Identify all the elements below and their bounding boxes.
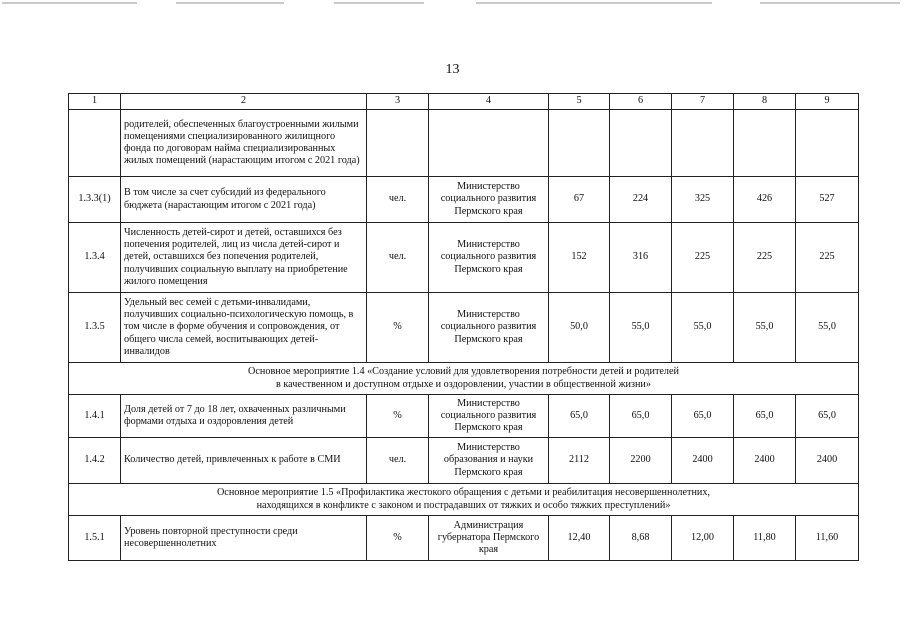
unit: % [367, 516, 429, 561]
page-number: 13 [445, 62, 460, 77]
table-row [69, 516, 859, 561]
value-cell: 152 [549, 223, 610, 293]
column-header: 2 [121, 94, 367, 110]
table-row [69, 438, 859, 484]
value-cell [796, 110, 859, 177]
value-cell: 55,0 [734, 293, 796, 363]
section-row [69, 363, 859, 395]
value-cell: 65,0 [610, 395, 672, 438]
value-cell: 8,68 [610, 516, 672, 561]
value-cell: 527 [796, 177, 859, 223]
value-cell: 2112 [549, 438, 610, 484]
value-cell: 224 [610, 177, 672, 223]
row-number: 1.5.1 [69, 516, 121, 561]
value-cell: 2200 [610, 438, 672, 484]
value-cell: 12,00 [672, 516, 734, 561]
value-cell: 67 [549, 177, 610, 223]
scan-edge-line [476, 2, 712, 4]
row-number: 1.3.5 [69, 293, 121, 363]
scan-edge-line [176, 2, 284, 4]
value-cell [672, 110, 734, 177]
column-header: 7 [672, 94, 734, 110]
value-cell: 325 [672, 177, 734, 223]
value-cell: 65,0 [672, 395, 734, 438]
section-heading-line: находящихся в конфликте с законом и пострадавших от тяжких и особо тяжких преступлений» [256, 499, 671, 511]
unit [367, 110, 429, 177]
header-row [69, 94, 859, 110]
responsible-org: Министерство социального развития Пермского края [429, 177, 549, 223]
unit: % [367, 395, 429, 438]
section-row [69, 484, 859, 516]
table-row [69, 395, 859, 438]
column-header: 1 [69, 94, 121, 110]
scan-edge-line [760, 2, 900, 4]
table-row [69, 223, 859, 293]
value-cell: 316 [610, 223, 672, 293]
table-row [69, 177, 859, 223]
value-cell: 55,0 [796, 293, 859, 363]
value-cell [610, 110, 672, 177]
row-number: 1.3.4 [69, 223, 121, 293]
value-cell: 65,0 [549, 395, 610, 438]
value-cell [734, 110, 796, 177]
column-header: 5 [549, 94, 610, 110]
unit: чел. [367, 177, 429, 223]
responsible-org: Администрация губернатора Пермского края [429, 516, 549, 561]
indicator-name: Количество детей, привлеченных к работе в СМИ [121, 438, 367, 484]
scan-edge-line [2, 2, 137, 4]
value-cell: 65,0 [796, 395, 859, 438]
value-cell: 65,0 [734, 395, 796, 438]
column-header: 6 [610, 94, 672, 110]
responsible-org: Министерство социального развития Пермского края [429, 223, 549, 293]
table-row [69, 293, 859, 363]
value-cell: 225 [672, 223, 734, 293]
unit: % [367, 293, 429, 363]
column-header: 8 [734, 94, 796, 110]
section-heading-line: Основное мероприятие 1.4 «Создание условий для удовлетворения потребности детей и родителей [248, 366, 679, 378]
section-heading-line: Основное мероприятие 1.5 «Профилактика жестокого обращения с детьми и реабилитация несовершеннолетних, [216, 487, 711, 499]
value-cell [549, 110, 610, 177]
section-heading [69, 484, 859, 516]
indicators-table [68, 93, 859, 561]
unit: чел. [367, 223, 429, 293]
responsible-org [429, 110, 549, 177]
section-heading [69, 363, 859, 395]
indicator-name: В том числе за счет субсидий из федерального бюджета (нарастающим итогом с 2021 года) [121, 177, 367, 223]
responsible-org: Министерство социального развития Пермского края [429, 293, 549, 363]
value-cell: 225 [796, 223, 859, 293]
section-heading-line: в качественном и доступном отдыхе и оздоровлении, участии в общественной жизни» [276, 378, 651, 390]
value-cell: 426 [734, 177, 796, 223]
responsible-org: Министерство социального развития Пермского края [429, 395, 549, 438]
value-cell: 2400 [672, 438, 734, 484]
indicator-name: Удельный вес семей с детьми-инвалидами, получивших социально-психологическую помощь, в том числе в форме обучения и сопровождения, от общего числа семей, воспитывающих детей-инвалидов [121, 293, 367, 363]
value-cell: 2400 [734, 438, 796, 484]
value-cell: 55,0 [672, 293, 734, 363]
value-cell: 2400 [796, 438, 859, 484]
value-cell: 50,0 [549, 293, 610, 363]
unit: чел. [367, 438, 429, 484]
row-number [69, 110, 121, 177]
responsible-org: Министерство образования и науки Пермского края [429, 438, 549, 484]
value-cell: 55,0 [610, 293, 672, 363]
scan-edge-line [334, 2, 424, 4]
value-cell: 225 [734, 223, 796, 293]
row-number: 1.4.1 [69, 395, 121, 438]
column-header: 3 [367, 94, 429, 110]
indicator-name: Уровень повторной преступности среди несовершеннолетних [121, 516, 367, 561]
value-cell: 11,80 [734, 516, 796, 561]
indicator-name: Численность детей-сирот и детей, оставшихся без попечения родителей, лиц из числа детей-сирот и детей, оставшихся без попечения родителей, получивших социальную выплату на приобретение жилого помещения [121, 223, 367, 293]
column-header: 9 [796, 94, 859, 110]
indicator-name: Доля детей от 7 до 18 лет, охваченных различными формами отдыха и оздоровления детей [121, 395, 367, 438]
indicator-name: родителей, обеспеченных благоустроенными жилыми помещениями специализированного жилищного фонда по договорам найма специализированных жилых помещений (нарастающим итогом с 2021 года) [121, 110, 367, 177]
table-row [69, 110, 859, 177]
column-header: 4 [429, 94, 549, 110]
row-number: 1.4.2 [69, 438, 121, 484]
value-cell: 11,60 [796, 516, 859, 561]
row-number: 1.3.3(1) [69, 177, 121, 223]
value-cell: 12,40 [549, 516, 610, 561]
